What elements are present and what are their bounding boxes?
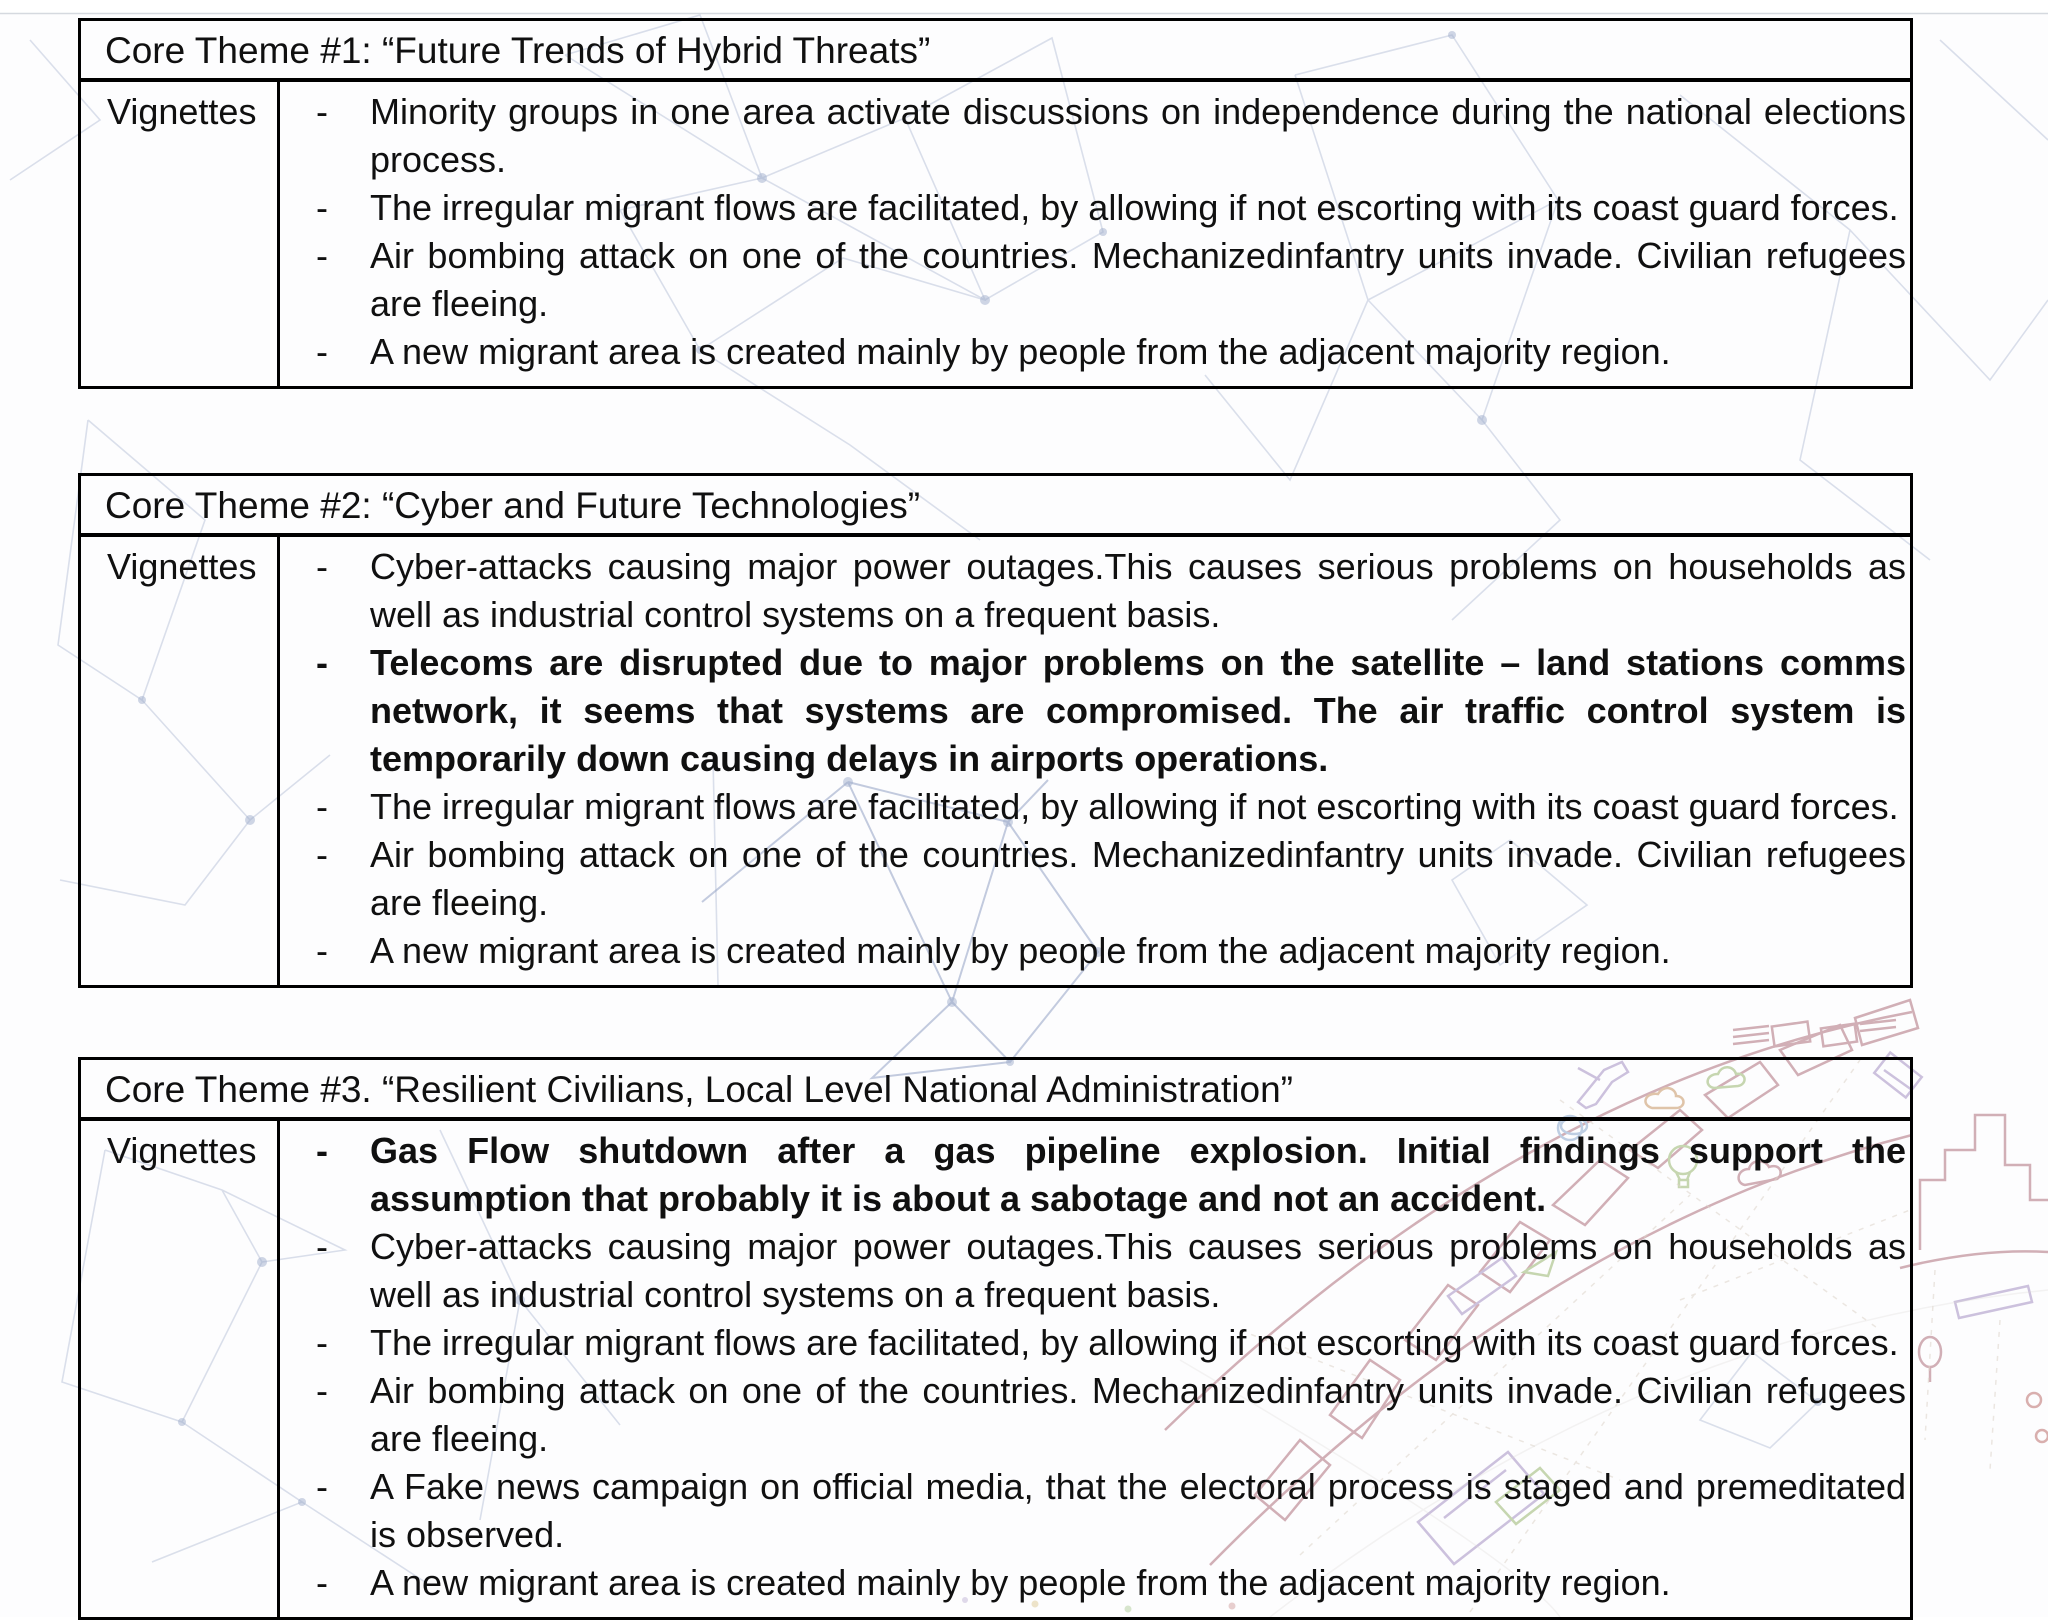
vignette-item bbox=[280, 1127, 1908, 1223]
bullet-dash: - bbox=[316, 1562, 328, 1603]
row-label: Vignettes bbox=[81, 537, 280, 985]
vignette-text: Air bombing attack on one of the countries. Mechanizedinfantry units invade. Civilian refugees are fleeing. bbox=[370, 834, 1906, 923]
bullet-dash: - bbox=[316, 1466, 328, 1507]
vignette-text: A new migrant area is created mainly by people from the adjacent majority region. bbox=[370, 331, 1671, 372]
row-label: Vignettes bbox=[81, 1121, 280, 1617]
table-title: Core Theme #2: “Cyber and Future Technologies” bbox=[81, 476, 1910, 537]
vignette-item bbox=[280, 1463, 1908, 1559]
vignette-list bbox=[280, 82, 1910, 386]
vignette-item bbox=[280, 1559, 1908, 1607]
vignette-text: A Fake news campaign on official media, that the electoral process is staged and premeditated is observed. bbox=[370, 1466, 1906, 1555]
bullet-dash: - bbox=[316, 1130, 328, 1171]
bullet-dash: - bbox=[316, 834, 328, 875]
bullet-dash: - bbox=[316, 187, 328, 228]
row-label: Vignettes bbox=[81, 82, 280, 386]
vignette-text: A new migrant area is created mainly by people from the adjacent majority region. bbox=[370, 1562, 1671, 1603]
vignette-list bbox=[280, 537, 1910, 985]
vignette-item bbox=[280, 232, 1908, 328]
core-theme-table bbox=[78, 473, 1913, 988]
vignette-item bbox=[280, 88, 1908, 184]
vignette-item bbox=[280, 328, 1908, 376]
bullet-dash: - bbox=[316, 235, 328, 276]
vignette-item bbox=[280, 1319, 1908, 1367]
vignette-item bbox=[280, 543, 1908, 639]
vignette-text: Minority groups in one area activate discussions on independence during the national elections process. bbox=[370, 91, 1906, 180]
core-theme-table bbox=[78, 1057, 1913, 1620]
vignette-text: Gas Flow shutdown after a gas pipeline explosion. Initial findings support the assumption that probably it is about a sabotage and not an accident. bbox=[370, 1130, 1906, 1219]
vignette-text: The irregular migrant flows are facilitated, by allowing if not escorting with its coast guard forces. bbox=[370, 1322, 1899, 1363]
table-title: Core Theme #1: “Future Trends of Hybrid Threats” bbox=[81, 21, 1910, 82]
vignette-text: Air bombing attack on one of the countries. Mechanizedinfantry units invade. Civilian refugees are fleeing. bbox=[370, 235, 1906, 324]
vignette-text: A new migrant area is created mainly by people from the adjacent majority region. bbox=[370, 930, 1671, 971]
core-theme-table bbox=[78, 18, 1913, 389]
table-body-row bbox=[81, 82, 1910, 386]
vignette-item bbox=[280, 1223, 1908, 1319]
bullet-dash: - bbox=[316, 1322, 328, 1363]
bullet-dash: - bbox=[316, 786, 328, 827]
vignette-text: The irregular migrant flows are facilitated, by allowing if not escorting with its coast guard forces. bbox=[370, 786, 1899, 827]
vignette-item bbox=[280, 927, 1908, 975]
table-body-row bbox=[81, 537, 1910, 985]
vignette-text: The irregular migrant flows are facilitated, by allowing if not escorting with its coast guard forces. bbox=[370, 187, 1899, 228]
bullet-dash: - bbox=[316, 642, 328, 683]
bullet-dash: - bbox=[316, 930, 328, 971]
bullet-dash: - bbox=[316, 331, 328, 372]
vignette-item bbox=[280, 783, 1908, 831]
bullet-dash: - bbox=[316, 1370, 328, 1411]
vignette-item bbox=[280, 184, 1908, 232]
bullet-dash: - bbox=[316, 1226, 328, 1267]
vignette-item bbox=[280, 831, 1908, 927]
vignette-list bbox=[280, 1121, 1910, 1617]
vignette-text: Cyber-attacks causing major power outages.This causes serious problems on households as well as industrial control systems on a frequent basis. bbox=[370, 1226, 1906, 1315]
vignette-item bbox=[280, 639, 1908, 783]
bullet-dash: - bbox=[316, 546, 328, 587]
vignette-text: Air bombing attack on one of the countries. Mechanizedinfantry units invade. Civilian refugees are fleeing. bbox=[370, 1370, 1906, 1459]
table-title: Core Theme #3. “Resilient Civilians, Local Level National Administration” bbox=[81, 1060, 1910, 1121]
vignette-item bbox=[280, 1367, 1908, 1463]
bullet-dash: - bbox=[316, 91, 328, 132]
table-body-row bbox=[81, 1121, 1910, 1617]
vignette-text: Telecoms are disrupted due to major problems on the satellite – land stations comms network, it seems that systems are compromised. The air traffic control system is temporarily down causing delays in airports operations. bbox=[370, 642, 1906, 779]
vignette-text: Cyber-attacks causing major power outages.This causes serious problems on households as well as industrial control systems on a frequent basis. bbox=[370, 546, 1906, 635]
